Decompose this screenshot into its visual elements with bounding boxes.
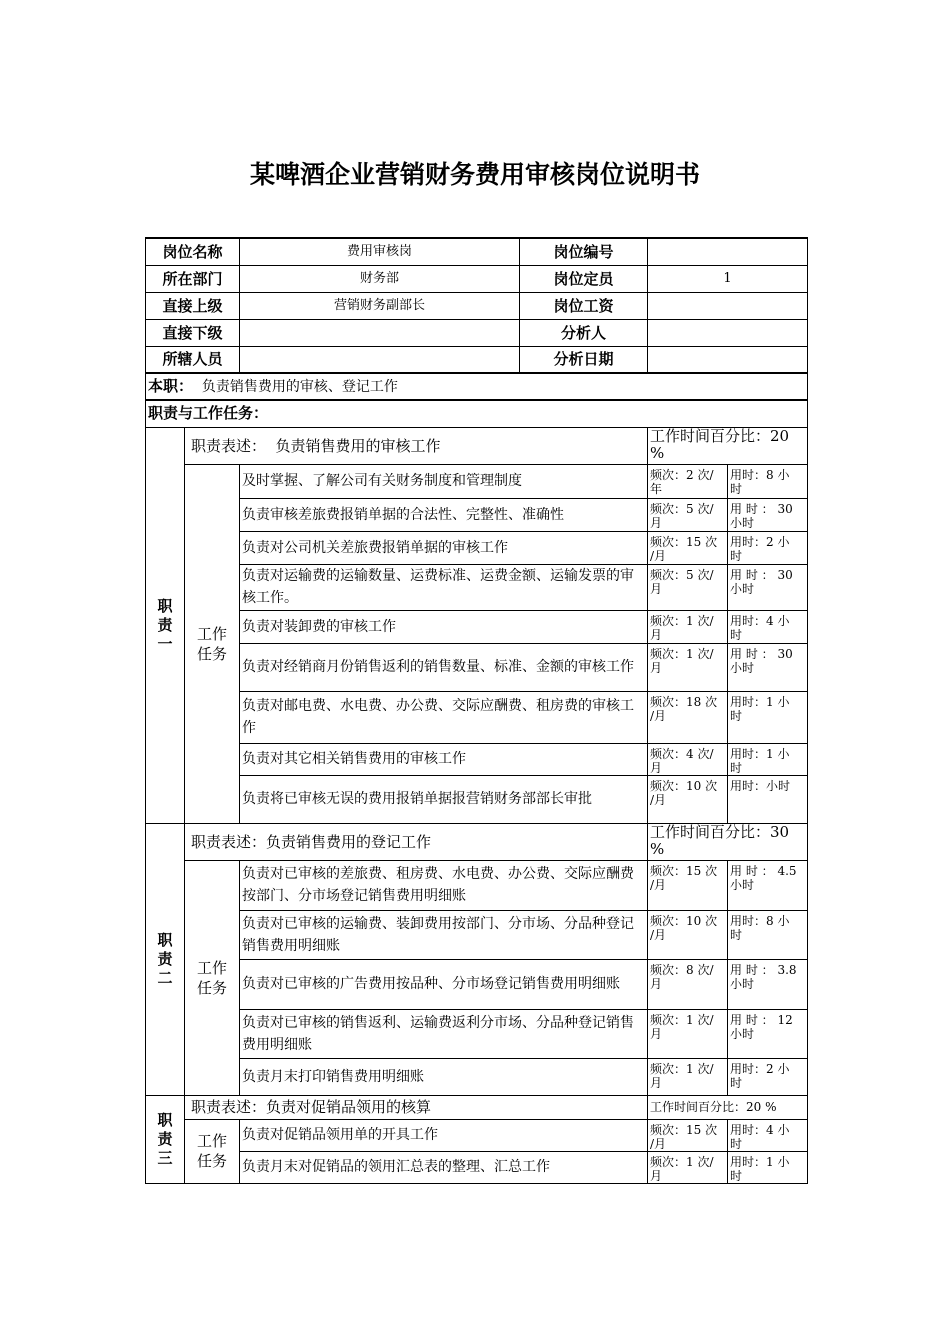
value-staff <box>240 346 520 373</box>
task-duration: 用时：4 小 时 <box>728 1119 808 1151</box>
task-frequency: 频次：15 次 /月 <box>648 531 728 564</box>
task-frequency: 频次：10 次 /月 <box>648 910 728 959</box>
task-row <box>146 1009 808 1058</box>
task-group-label: 工作 任务 <box>185 1119 240 1183</box>
task-frequency: 频次：1 次/ 月 <box>648 1009 728 1058</box>
duty-desc-row <box>146 427 808 464</box>
value-analyst <box>648 319 808 346</box>
label-position-code: 岗位编号 <box>520 238 648 265</box>
label-subordinate: 直接下级 <box>146 319 240 346</box>
task-row <box>146 691 808 743</box>
task-text: 负责对邮电费、水电费、办公费、交际应酬费、租房费的审核工作 <box>240 691 648 743</box>
duty-desc-row <box>146 1095 808 1119</box>
task-row <box>146 1058 808 1095</box>
duty-description: 职责表述：负责销售费用的登记工作 <box>185 823 648 860</box>
task-row <box>146 959 808 1009</box>
value-position-code <box>648 238 808 265</box>
task-text: 负责对已审核的运输费、装卸费用按部门、分市场、分品种登记销售费用明细账 <box>240 910 648 959</box>
task-row <box>146 564 808 610</box>
task-duration: 用时：1 小 时 <box>728 743 808 775</box>
task-text: 负责对其它相关销售费用的审核工作 <box>240 743 648 775</box>
task-text: 负责对已审核的差旅费、租房费、水电费、办公费、交际应酬费按部门、分市场登记销售费用明细账 <box>240 860 648 910</box>
task-duration: 用时：2 小 时 <box>728 531 808 564</box>
task-frequency: 频次：8 次/ 月 <box>648 959 728 1009</box>
task-frequency: 频次：10 次 /月 <box>648 775 728 823</box>
task-frequency: 频次：1 次/ 月 <box>648 610 728 643</box>
task-text: 负责对公司机关差旅费报销单据的审核工作 <box>240 531 648 564</box>
task-row <box>146 498 808 531</box>
label-analysis-date: 分析日期 <box>520 346 648 373</box>
value-department: 财务部 <box>240 265 520 292</box>
task-text: 负责对运输费的运输数量、运费标准、运费金额、运输发票的审核工作。 <box>240 564 648 610</box>
task-text: 负责对已审核的销售返利、运输费返利分市场、分品种登记销售费用明细账 <box>240 1009 648 1058</box>
task-duration: 用时：1 小 时 <box>728 691 808 743</box>
duty-label: 职 责 三 <box>146 1095 185 1183</box>
task-text: 负责月末打印销售费用明细账 <box>240 1058 648 1095</box>
task-text: 负责对经销商月份销售返利的销售数量、标准、金额的审核工作 <box>240 643 648 691</box>
value-position-name: 费用审核岗 <box>240 238 520 265</box>
task-duration: 用 时 ： 12 小时 <box>728 1009 808 1058</box>
duty-label: 职 责 一 <box>146 427 185 823</box>
task-frequency: 频次：15 次 /月 <box>648 1119 728 1151</box>
task-row <box>146 775 808 823</box>
task-frequency: 频次：5 次/ 月 <box>648 498 728 531</box>
task-text: 负责将已审核无误的费用报销单据报营销财务部部长审批 <box>240 775 648 823</box>
label-analyst: 分析人 <box>520 319 648 346</box>
duties-header: 职责与工作任务： <box>148 404 269 423</box>
task-row <box>146 610 808 643</box>
label-department: 所在部门 <box>146 265 240 292</box>
task-frequency: 频次：1 次/ 月 <box>648 1151 728 1183</box>
task-row <box>146 860 808 910</box>
task-frequency: 频次：18 次 /月 <box>648 691 728 743</box>
main-duty-row <box>146 373 808 400</box>
duty-time-percentage: 工作时间百分比：30 % <box>648 823 808 860</box>
task-row <box>146 910 808 959</box>
task-row <box>146 1119 808 1151</box>
label-salary: 岗位工资 <box>520 292 648 319</box>
task-duration: 用时：小时 <box>728 775 808 823</box>
duty-time-percentage: 工作时间百分比：20 % <box>648 427 808 464</box>
task-row <box>146 531 808 564</box>
value-subordinate <box>240 319 520 346</box>
label-position-name: 岗位名称 <box>146 238 240 265</box>
label-superior: 直接上级 <box>146 292 240 319</box>
task-duration: 用 时 ： 4.5 小时 <box>728 860 808 910</box>
task-text: 负责对促销品领用单的开具工作 <box>240 1119 648 1151</box>
value-salary <box>648 292 808 319</box>
task-frequency: 频次：15 次 /月 <box>648 860 728 910</box>
duty-label: 职 责 二 <box>146 823 185 1095</box>
duty-time-percentage: 工作时间百分比：20 % <box>648 1095 808 1119</box>
task-frequency: 频次：1 次/ 月 <box>648 1058 728 1095</box>
task-text: 及时掌握、了解公司有关财务制度和管理制度 <box>240 464 648 498</box>
task-duration: 用时：8 小 时 <box>728 464 808 498</box>
page-title: 某啤酒企业营销财务费用审核岗位说明书 <box>249 160 700 189</box>
duties-header-row <box>146 400 808 427</box>
value-superior: 营销财务副部长 <box>240 292 520 319</box>
task-duration: 用时：8 小 时 <box>728 910 808 959</box>
task-frequency: 频次：4 次/ 月 <box>648 743 728 775</box>
task-duration: 用 时 ： 3.8 小时 <box>728 959 808 1009</box>
task-frequency: 频次：5 次/ 月 <box>648 564 728 610</box>
task-row <box>146 643 808 691</box>
task-duration: 用 时 ： 30 小时 <box>728 643 808 691</box>
job-description-table <box>145 237 808 1184</box>
task-group-label: 工作 任务 <box>185 860 240 1095</box>
task-duration: 用时：2 小 时 <box>728 1058 808 1095</box>
task-group-label: 工作 任务 <box>185 464 240 823</box>
duty-description: 职责表述： 负责销售费用的审核工作 <box>185 427 648 464</box>
task-duration: 用时：4 小 时 <box>728 610 808 643</box>
label-headcount: 岗位定员 <box>520 265 648 292</box>
task-frequency: 频次：2 次/ 年 <box>648 464 728 498</box>
task-text: 负责对装卸费的审核工作 <box>240 610 648 643</box>
task-duration: 用 时 ： 30 小时 <box>728 564 808 610</box>
label-staff: 所辖人员 <box>146 346 240 373</box>
main-duty-label: 本职： <box>148 377 194 395</box>
task-row <box>146 464 808 498</box>
value-analysis-date <box>648 346 808 373</box>
task-duration: 用时：1 小 时 <box>728 1151 808 1183</box>
duty-description: 职责表述：负责对促销品领用的核算 <box>185 1095 648 1119</box>
task-text: 负责月末对促销品的领用汇总表的整理、汇总工作 <box>240 1151 648 1183</box>
task-frequency: 频次：1 次/ 月 <box>648 643 728 691</box>
task-row <box>146 1151 808 1183</box>
task-text: 负责审核差旅费报销单据的合法性、完整性、准确性 <box>240 498 648 531</box>
task-row <box>146 743 808 775</box>
duty-desc-row <box>146 823 808 860</box>
task-text: 负责对已审核的广告费用按品种、分市场登记销售费用明细账 <box>240 959 648 1009</box>
main-duty-text: 负责销售费用的审核、登记工作 <box>201 379 398 395</box>
value-headcount: 1 <box>648 265 808 292</box>
task-duration: 用 时 ： 30 小时 <box>728 498 808 531</box>
